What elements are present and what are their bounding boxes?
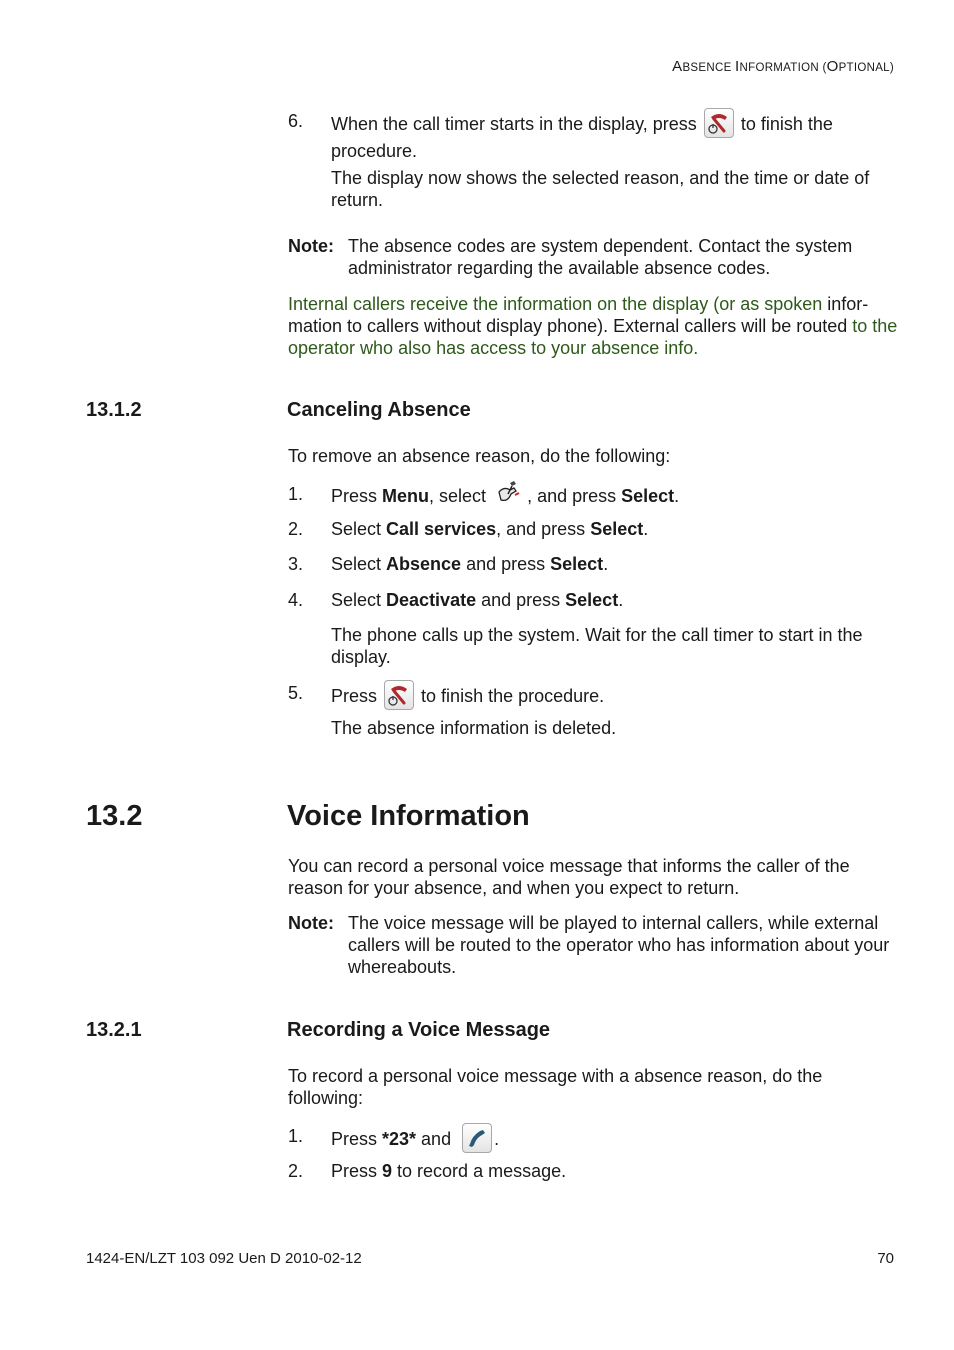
body-text: infor-mation to callers without display phone). External callers will be routed [288,294,869,336]
step-bold: Select [565,590,619,610]
step-text: , and press [527,485,622,506]
step-6-text [331,110,876,162]
off-hook-icon [462,1123,492,1153]
page-number: 70 [877,1250,894,1267]
step-number: 5. [288,683,304,703]
header-part: PTIONAL) [838,62,894,74]
step-bold: Deactivate [386,590,477,610]
step-5-followup: The absence information is deleted. [331,718,617,738]
step-text: . [643,519,649,539]
step-4-followup: The phone calls up the system. Wait for the call timer to start in the display. [331,625,863,667]
note-label: Note: [288,236,334,256]
step-bold: Select [550,554,604,574]
section-intro: To remove an absence reason, do the following: [288,446,671,466]
note-label: Note: [288,913,334,933]
step-text: to finish the procedure. [421,685,605,706]
section-intro: You can record a personal voice message that informs the caller of the reason for your absence, and when you expect to return. [288,856,850,898]
hang-up-icon [704,108,734,138]
internal-callers-paragraph [288,293,900,359]
green-text: Internal callers receive the information on the display (or as spoken [288,294,823,314]
services-icon [494,480,524,508]
header-part: A [672,58,683,75]
step-text: Press [331,1161,383,1181]
step-text: Select [331,590,387,610]
header-part: BSENCE [682,62,736,74]
step-text: . [494,1128,500,1149]
section-title: Canceling Absence [287,399,471,421]
step-text: Press [331,1128,383,1149]
step-text: Press [331,685,378,706]
step-text: to record a message. [392,1161,567,1181]
note-text: The voice message will be played to internal callers, while external callers will be routed to the operator who has information about your whereabouts. [348,913,890,977]
step-text: and press [476,590,566,610]
step-1-text [331,483,901,511]
step-bold: Call services [386,519,497,539]
step-text: . [674,485,680,506]
step-bold: 9 [382,1161,393,1181]
step-2-text [331,518,901,540]
step-6-followup: The display now shows the selected reason, and the time or date of return. [331,168,870,210]
chapter-number: 13.2 [86,800,143,832]
section-intro: To record a personal voice message with a absence reason, do the following: [288,1066,823,1108]
step-number: 1. [288,484,304,504]
header-part: I [735,58,740,75]
step-3-text [331,553,901,575]
note-text: The absence codes are system dependent. Contact the system administrator regarding the available absence codes. [348,236,853,278]
step-text: Select [331,554,387,574]
step-number: 2. [288,1161,304,1181]
step-number: 3. [288,554,304,574]
step-2-text [331,1160,901,1182]
chapter-title: Voice Information [287,800,530,832]
step-number: 1. [288,1126,304,1146]
step-text: to finish the procedure. [331,113,833,161]
step-text: Press [331,485,383,506]
header-part: NFORMATION ( [739,62,827,74]
step-bold: Select [590,519,644,539]
step-text: and press [461,554,551,574]
footer-doc-id: 1424-EN/LZT 103 092 Uen D 2010-02-12 [86,1250,362,1267]
step-text: Select [331,519,387,539]
step-text: and [416,1128,452,1149]
step-1-text [331,1125,901,1155]
running-header [672,56,894,79]
hang-up-icon [384,680,414,710]
step-text: . [618,590,624,610]
section-number: 13.2.1 [86,1019,142,1041]
step-bold: Select [621,485,675,506]
section-number: 13.1.2 [86,399,142,421]
step-text: When the call timer starts in the display, press [331,113,697,134]
step-text: , and press [496,519,591,539]
step-4-text [331,589,901,611]
step-bold: *23* [382,1128,417,1149]
step-number: 4. [288,590,304,610]
green-text: to the operator who also has access to your absence info. [288,316,898,358]
section-title: Recording a Voice Message [287,1019,551,1041]
step-number: 6. [288,111,304,131]
step-number: 2. [288,519,304,539]
step-5-text [331,682,901,712]
step-bold: Menu [382,485,430,506]
step-text: , select [429,485,487,506]
step-text: . [603,554,609,574]
header-part: O [826,58,839,75]
step-bold: Absence [386,554,462,574]
